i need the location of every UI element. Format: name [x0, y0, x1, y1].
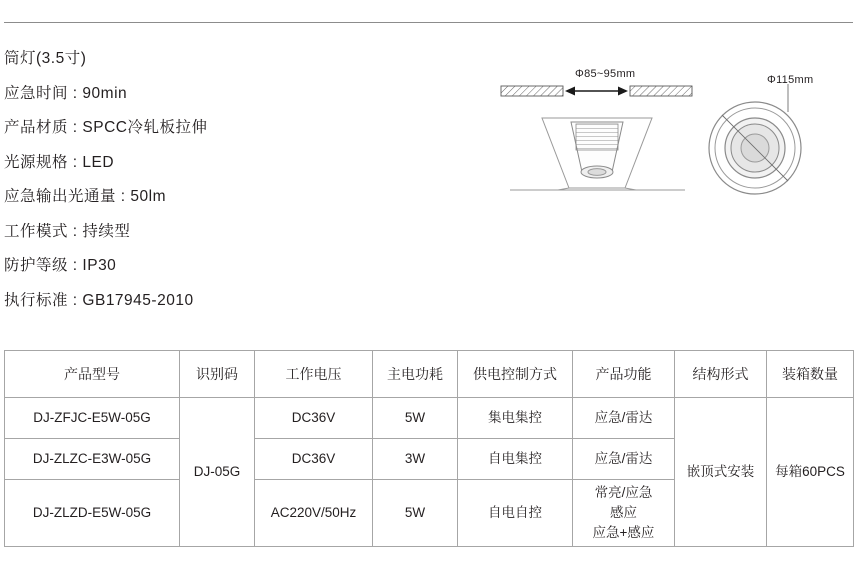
- cutout-dimension-arrow: [565, 87, 628, 96]
- cell-model: DJ-ZFJC-E5W-05G: [5, 398, 180, 439]
- cell-power: 5W: [373, 398, 458, 439]
- cell-packing: 每箱60PCS: [767, 398, 854, 547]
- product-technical-drawing: [470, 60, 850, 210]
- table-header-structure: 结构形式: [675, 351, 767, 398]
- spec-line-protection-grade: 防护等级 : IP30: [4, 257, 117, 274]
- downlight-section-view: [510, 118, 685, 190]
- top-divider: [4, 22, 853, 23]
- downlight-plan-view: [709, 102, 801, 194]
- spec-line-material: 产品材质 : SPCC冷轧板拉伸: [4, 119, 208, 136]
- cell-power: 5W: [373, 480, 458, 547]
- cell-voltage: AC220V/50Hz: [255, 480, 373, 547]
- table-header-voltage: 工作电压: [255, 351, 373, 398]
- outer-dimension-label: Φ115mm: [767, 74, 814, 86]
- cell-control: 自电集控: [458, 439, 573, 480]
- cell-voltage: DC36V: [255, 439, 373, 480]
- cell-model: DJ-ZLZC-E3W-05G: [5, 439, 180, 480]
- cell-function-line-2: 感应: [610, 505, 637, 520]
- cell-control: 集电集控: [458, 398, 573, 439]
- spec-line-light-source: 光源规格 : LED: [4, 153, 115, 171]
- spec-line-emergency-time: 应急时间 : 90min: [4, 84, 128, 102]
- spec-line-standard: 执行标准 : GB17945-2010: [4, 291, 194, 309]
- table-header-model: 产品型号: [5, 351, 180, 398]
- spec-line-product-name: 筒灯(3.5寸): [4, 50, 87, 67]
- table-header-row: [5, 351, 854, 398]
- cell-structure: 嵌顶式安装: [675, 398, 767, 547]
- table-header-code: 识别码: [180, 351, 255, 398]
- table-header-power: 主电功耗: [373, 351, 458, 398]
- cell-code: DJ-05G: [180, 398, 255, 547]
- spec-line-luminous-flux: 应急输出光通量 : 50lm: [4, 188, 167, 205]
- cutout-dimension-label: Φ85~95mm: [575, 68, 636, 80]
- table-header-control: 供电控制方式: [458, 351, 573, 398]
- cell-function-line-3: 应急+感应: [592, 525, 655, 540]
- cell-power: 3W: [373, 439, 458, 480]
- cell-function: 应急/雷达: [573, 439, 675, 480]
- spec-line-working-mode: 工作模式 : 持续型: [4, 222, 131, 240]
- cell-function: 应急/雷达: [573, 398, 675, 439]
- table-header-packing: 装箱数量: [767, 351, 854, 398]
- table-header-function: 产品功能: [573, 351, 675, 398]
- cell-voltage: DC36V: [255, 398, 373, 439]
- cell-model: DJ-ZLZD-E5W-05G: [5, 480, 180, 547]
- cell-function: [573, 480, 675, 547]
- product-model-table: [4, 350, 853, 547]
- table-row: [5, 398, 854, 439]
- cell-function-line-1: 常亮/应急: [594, 485, 653, 500]
- specification-list: [4, 42, 424, 318]
- cell-control: 自电自控: [458, 480, 573, 547]
